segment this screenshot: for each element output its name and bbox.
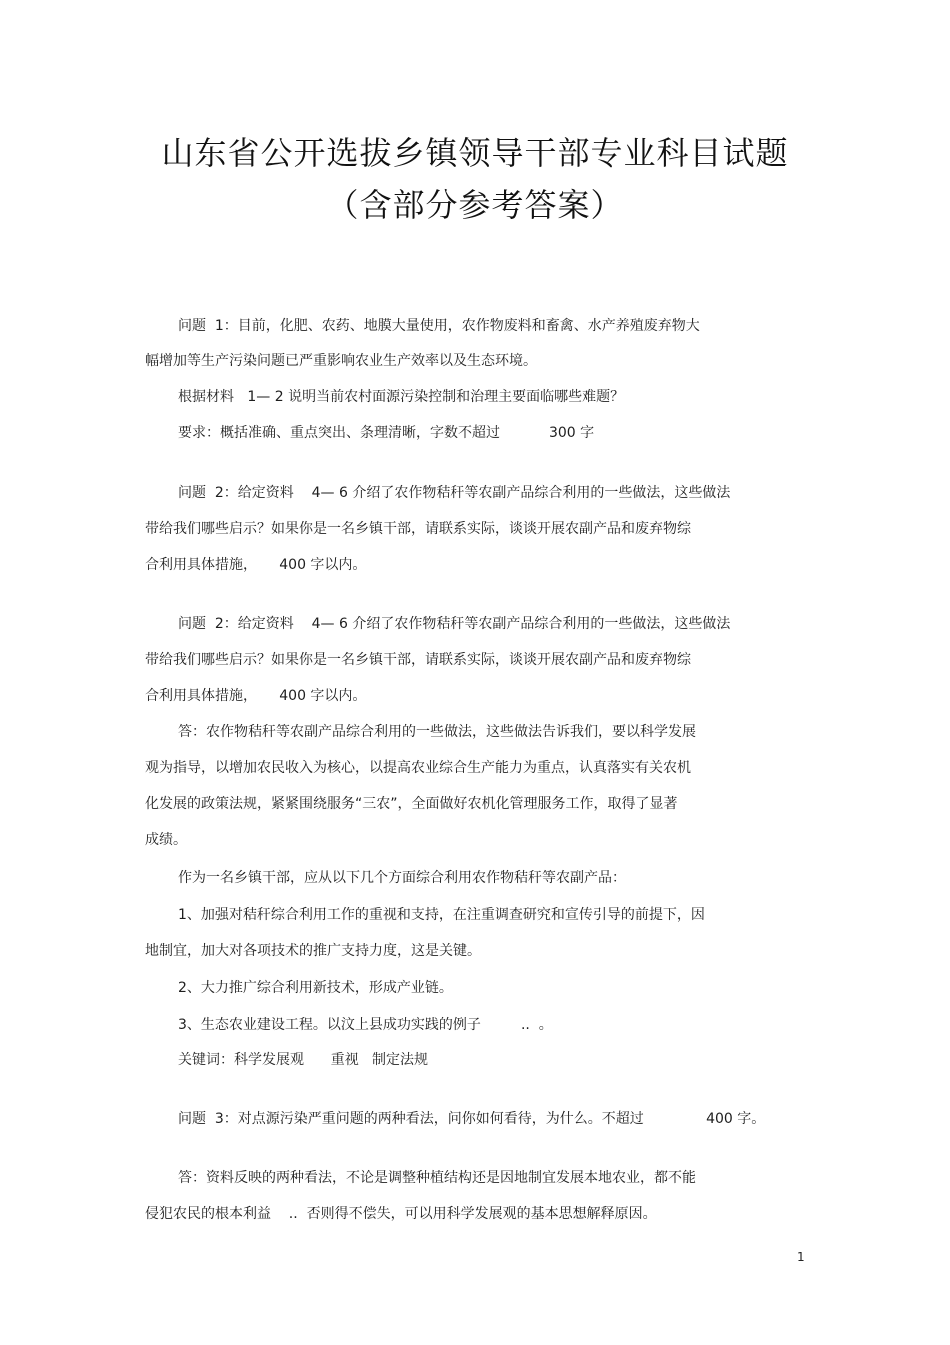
answer-2-keywords: 关键词：科学发展观 重视 制定法规: [178, 1052, 429, 1068]
document-title-line1: 山东省公开选拔乡镇领导干部专业科目试题: [161, 134, 789, 172]
answer-2-measure-1-line-1: 1、加强对秸秆综合利用工作的重视和支持，在注重调查研究和宣传引导的前提下，因: [178, 907, 705, 923]
question-3: 问题 3：对点源污染严重问题的两种看法，问你如何看待，为什么。不超过 400 字。: [178, 1111, 766, 1127]
question-2-repeat-line-3: 合利用具体措施， 400 字以内。: [145, 688, 367, 704]
answer-2-measure-2: 2、大力推广综合利用新技术，形成产业链。: [178, 980, 453, 996]
question-1-line-1: 问题 1：目前，化肥、农药、地膜大量使用，农作物废料和畜禽、水产养殖废弃物大: [178, 318, 700, 334]
answer-2-line-1: 答：农作物秸秆等农副产品综合利用的一些做法，这些做法告诉我们，要以科学发展: [178, 724, 696, 740]
question-2-line-1: 问题 2：给定资料 4— 6 介绍了农作物秸秆等农副产品综合利用的一些做法，这些做法: [178, 485, 731, 501]
answer-2-line-4: 成绩。: [145, 832, 187, 848]
question-2-line-3: 合利用具体措施， 400 字以内。: [145, 557, 367, 573]
answer-2-line-2: 观为指导，以增加农民收入为核心，以提高农业综合生产能力为重点，认真落实有关农机: [145, 760, 691, 776]
page-number: 1: [797, 1250, 805, 1264]
question-2-repeat-line-2: 带给我们哪些启示？如果你是一名乡镇干部，请联系实际，谈谈开展农副产品和废弃物综: [145, 652, 691, 668]
question-1-line-2: 幅增加等生产污染问题已严重影响农业生产效率以及生态环境。: [145, 353, 537, 369]
answer-3-line-1: 答：资料反映的两种看法，不论是调整种植结构还是因地制宜发展本地农业，都不能: [178, 1170, 696, 1186]
answer-2-measures-intro: 作为一名乡镇干部，应从以下几个方面综合利用农作物秸秆等农副产品：: [178, 870, 626, 886]
question-2-line-2: 带给我们哪些启示？如果你是一名乡镇干部，请联系实际，谈谈开展农副产品和废弃物综: [145, 521, 691, 537]
answer-2-line-3: 化发展的政策法规，紧紧围绕服务“三农”，全面做好农机化管理服务工作，取得了显著: [145, 796, 678, 812]
question-1-material: 根据材料 1— 2 说明当前农村面源污染控制和治理主要面临哪些难题？: [178, 389, 625, 405]
question-2-repeat-line-1: 问题 2：给定资料 4— 6 介绍了农作物秸秆等农副产品综合利用的一些做法，这些做法: [178, 616, 731, 632]
document-title-line2: （含部分参考答案）: [326, 186, 624, 224]
answer-2-measure-1-line-2: 地制宜，加大对各项技术的推广支持力度，这是关键。: [145, 943, 481, 959]
answer-3-line-2: 侵犯农民的根本利益 .. 否则得不偿失，可以用科学发展观的基本思想解释原因。: [145, 1206, 657, 1222]
answer-2-measure-3: 3、生态农业建设工程。以汶上县成功实践的例子 .. 。: [178, 1017, 553, 1033]
question-1-requirement: 要求：概括准确、重点突出、条理清晰，字数不超过 300 字: [178, 425, 595, 441]
